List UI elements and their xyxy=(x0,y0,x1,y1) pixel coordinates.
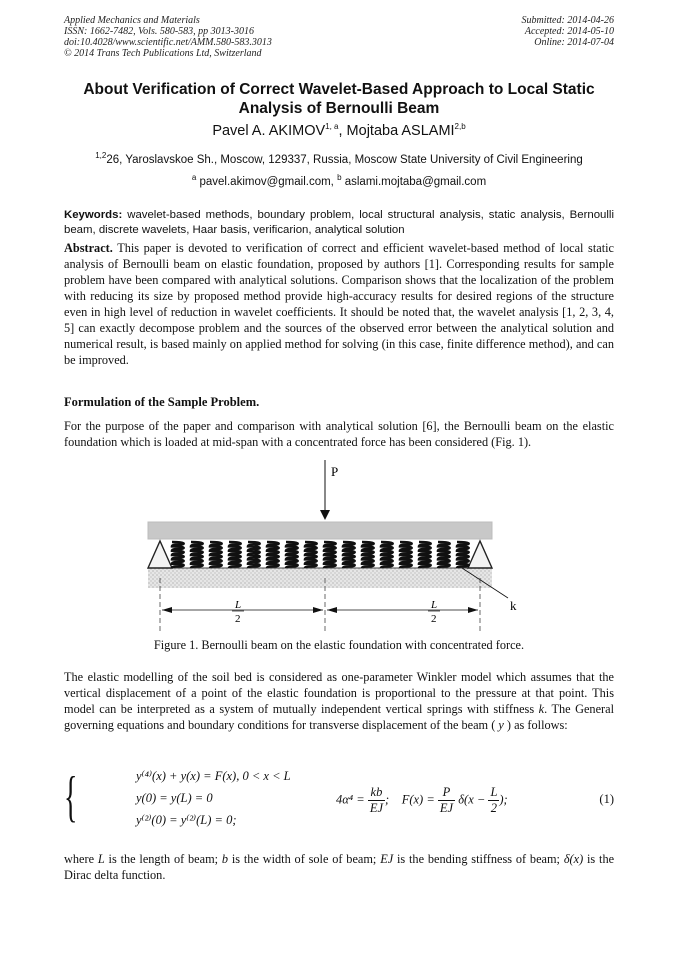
affiliation-sup: 1,2 xyxy=(95,151,107,160)
spring-coil xyxy=(457,542,469,568)
alpha-fraction xyxy=(368,785,385,816)
spring-coil xyxy=(343,542,355,568)
dim-right-num: L xyxy=(431,599,438,611)
equation-line-1: y⁽⁴⁾(x) + y(x) = F(x), 0 < x < L xyxy=(136,769,291,783)
dim-arrow-left-a xyxy=(162,607,172,613)
section-paragraph-3 xyxy=(64,851,614,883)
spring-coil xyxy=(324,542,336,568)
doi-line: doi:10.4028/www.scientific.net/AMM.580-583.3013 xyxy=(64,37,272,48)
f-l-num: L xyxy=(490,785,498,799)
p3-var-l: L xyxy=(97,852,105,866)
section-heading: Formulation of the Sample Problem. xyxy=(64,395,260,409)
spring-coil xyxy=(191,542,203,568)
f-l-den: 2 xyxy=(490,801,498,815)
dim-left-den: 2 xyxy=(235,613,241,625)
spring-coil xyxy=(381,542,393,568)
section-paragraph-1: For the purpose of the paper and comparison with analytical solution [6], the Bernoulli beam on the elastic foundation which is loaded at mid-span with a concentrated force has been considered (Fig. 1). xyxy=(64,419,614,449)
paper-title: About Verification of Correct Wavelet-Based Approach to Local Static Analysis of Bernoulli Beam xyxy=(83,81,595,117)
p3-text-2: is the width of sole of beam; xyxy=(231,852,377,866)
load-arrow-head xyxy=(320,510,330,520)
f-l-fraction xyxy=(488,785,499,816)
equation-line-3: y⁽²⁾(0) = y⁽²⁾(L) = 0; xyxy=(136,813,237,827)
keywords-text: wavelet-based methods, boundary problem, local structural analysis, static analysis, Bernoulli beam, discrete wavelets, Haar basis, verificarion, analytical solution xyxy=(64,209,614,236)
dim-arrow-right-b xyxy=(468,607,478,613)
f-den: EJ xyxy=(439,801,454,815)
p3-text-3: is the bending stiffness of beam; xyxy=(397,852,560,866)
dim-arrow-right-a xyxy=(327,607,337,613)
load-label-p: P xyxy=(331,464,339,479)
alpha-num: kb xyxy=(368,785,385,801)
spring-coil xyxy=(419,542,431,568)
equation-definitions xyxy=(336,785,508,816)
spring-label-k: k xyxy=(510,598,517,613)
equation-system xyxy=(136,765,291,831)
spring-coil xyxy=(438,542,450,568)
f-lhs: F(x) = xyxy=(401,792,435,807)
dim-left-num: L xyxy=(235,599,242,611)
spring-coil xyxy=(286,542,298,568)
email-b[interactable]: aslami.mojtaba@gmail.com xyxy=(344,175,487,188)
figure-caption: Figure 1. Bernoulli beam on the elastic foundation with concentrated force. xyxy=(153,638,525,652)
online-date: Online: 2014-07-04 xyxy=(534,37,614,48)
copyright-line: © 2014 Trans Tech Publications Ltd, Switzerland xyxy=(64,48,262,59)
p2-text-3: ) as follows: xyxy=(506,718,568,732)
right-support xyxy=(468,541,492,568)
p2-var-k: k xyxy=(538,702,545,716)
affiliation-text: 26, Yaroslavskoe Sh., Moscow, 129337, Russia, Moscow State University of Civil Engineering xyxy=(106,153,583,166)
author-1-sup: 1, a xyxy=(325,122,339,131)
p2-text-1: The elastic modelling of the soil bed is considered as one-parameter Winkler model which assumes that the vertical displacement of a point of the elastic foundation is proportional to the pressure at that point. This model can be interpreted as a system of mutually independent vertical springs with stiffness xyxy=(64,670,614,716)
left-support xyxy=(148,541,172,568)
p3-text-1: is the length of beam; xyxy=(108,852,219,866)
author-2-sup: 2,b xyxy=(454,122,466,131)
author-2: Mojtaba ASLAMI xyxy=(346,122,455,139)
spring-coil xyxy=(362,542,374,568)
keywords xyxy=(64,208,614,238)
dates-header xyxy=(522,15,615,48)
issn-line: ISSN: 1662-7482, Vols. 580-583, pp 3013-3016 xyxy=(64,26,254,37)
spring-coil xyxy=(267,542,279,568)
email-a-sup: a xyxy=(191,173,197,182)
accepted-date: Accepted: 2014-05-10 xyxy=(524,26,614,37)
dim-right-den: 2 xyxy=(431,613,437,625)
equation-brace: { xyxy=(64,766,78,828)
ground-bed xyxy=(148,568,492,588)
keywords-label: Keywords: xyxy=(64,209,123,221)
journal-name: Applied Mechanics and Materials xyxy=(64,15,200,26)
affiliation xyxy=(64,151,614,166)
spring-coil xyxy=(210,542,222,568)
beam-figure xyxy=(140,458,540,634)
email-line xyxy=(64,173,614,188)
spring-coil xyxy=(229,542,241,568)
p3-text-4: is the Dirac delta function. xyxy=(64,852,615,882)
alpha-lhs: 4α⁴ = xyxy=(336,792,365,807)
spring-coil xyxy=(305,542,317,568)
p3-var-b: b xyxy=(221,852,229,866)
dim-arrow-left-b xyxy=(313,607,323,613)
equation-number: (1) xyxy=(599,792,614,806)
author-line xyxy=(64,122,614,139)
p3-var-ej: EJ xyxy=(380,852,394,866)
abstract-label: Abstract. xyxy=(64,241,113,255)
f-delta: δ(x − xyxy=(458,792,486,807)
spring-coil xyxy=(400,542,412,568)
email-a[interactable]: pavel.akimov@gmail.com, xyxy=(199,175,334,188)
p3-where: where xyxy=(64,852,95,866)
p2-var-y: y xyxy=(498,718,504,732)
p2-text-2: . The General governing equations and boundary conditions for transverse displacement of the beam ( xyxy=(64,702,614,732)
section-paragraph-2 xyxy=(64,669,614,733)
f-fraction xyxy=(438,785,455,816)
email-b-sup: b xyxy=(337,173,342,182)
abstract xyxy=(64,240,614,368)
submitted-date: Submitted: 2014-04-26 xyxy=(521,15,614,26)
author-1: Pavel A. AKIMOV xyxy=(212,122,326,139)
p3-var-delta: δ(x) xyxy=(563,852,584,866)
journal-header xyxy=(64,15,272,59)
equation-line-2: y(0) = y(L) = 0 xyxy=(136,791,213,805)
f-tail: ); xyxy=(499,792,508,807)
alpha-tail: ; xyxy=(385,792,390,807)
springs xyxy=(172,542,469,568)
alpha-den: EJ xyxy=(369,801,384,815)
spring-coil xyxy=(172,542,184,568)
f-num: P xyxy=(438,785,455,801)
equation-1 xyxy=(64,765,614,835)
author-separator: , xyxy=(338,122,347,139)
spring-coil xyxy=(248,542,260,568)
abstract-text: This paper is devoted to verification of correct and efficient wavelet-based method of local static analysis of Bernoulli beam on elastic foundation, proposed by authors [1]. Corresponding results for sample problem have been compared with analytical solutions. Comparison shows that the localization of the problem with reducing its size by proposed method provide high-accuracy results for desired regions of the structure even in high level of reduction in wavelet coefficients. It should be noted that, the wavelet analysis [1, 2, 3, 4, 5] can exactly decompose problem and the sources of the observed error between the analytical solution and numerical result, is based mainly on applied method for solving (in this case, finite difference method), and can be improved. xyxy=(64,241,614,367)
beam xyxy=(148,522,492,539)
